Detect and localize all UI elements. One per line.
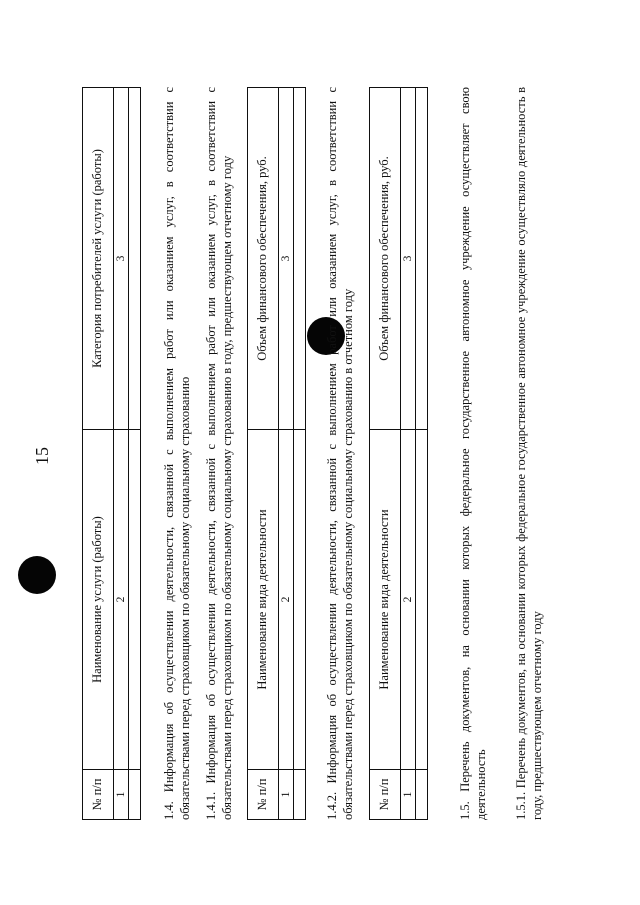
header-funding-volume: Объем финансового обеспечения, руб. bbox=[248, 88, 279, 430]
col-number-2: 2 bbox=[114, 430, 129, 770]
header-consumer-category: Категория потребителей услуги (работы) bbox=[83, 88, 114, 430]
section-1-4 bbox=[161, 87, 193, 820]
col-number-1: 1 bbox=[279, 770, 294, 820]
table-numbering-row bbox=[401, 88, 416, 820]
col-number-1: 1 bbox=[114, 770, 129, 820]
current-year-insurance-table bbox=[369, 87, 428, 820]
header-number: № п/п bbox=[83, 770, 114, 820]
section-1-4-text: 1.4. Информация об осуществлении деятельности, связанной с выполнением работ или оказанием услуг, в соответствии с обязательствами перед страховщиком по обязательному социальному страхованию bbox=[162, 87, 192, 820]
col-number-2: 2 bbox=[401, 430, 416, 770]
table-empty-row bbox=[129, 88, 141, 820]
table-header-row bbox=[248, 88, 279, 820]
services-table bbox=[82, 87, 141, 820]
section-1-4-2-text: 1.4.2. Информация об осуществлении деятельности, связанной с выполнением работ или оказанием услуг, в соответствии с обязательствами перед страховщиком по обязательному социальному страхованию в отчетном году bbox=[325, 87, 355, 820]
col-number-3: 3 bbox=[279, 88, 294, 430]
table-empty-row bbox=[294, 88, 306, 820]
table-header-row bbox=[83, 88, 114, 820]
col-number-1: 1 bbox=[401, 770, 416, 820]
col-number-3: 3 bbox=[114, 88, 129, 430]
table-empty-row bbox=[416, 88, 428, 820]
section-1-5 bbox=[457, 87, 489, 820]
header-service-name: Наименование услуги (работы) bbox=[83, 430, 114, 770]
section-1-5-1 bbox=[513, 87, 545, 820]
section-1-5-text: 1.5. Перечень документов, на основании которых федеральное государственное автономное учреждение осуществляет свою деятельность bbox=[458, 87, 488, 820]
table-header-row bbox=[370, 88, 401, 820]
section-1-4-2 bbox=[324, 87, 356, 820]
col-number-2: 2 bbox=[279, 430, 294, 770]
section-1-4-1 bbox=[203, 87, 235, 820]
header-activity-name: Наименование вида деятельности bbox=[248, 430, 279, 770]
header-funding-volume: Объем финансового обеспечения, руб. bbox=[370, 88, 401, 430]
header-activity-name: Наименование вида деятельности bbox=[370, 430, 401, 770]
table-numbering-row bbox=[114, 88, 129, 820]
page-number: 15 bbox=[32, 447, 52, 465]
header-number: № п/п bbox=[248, 770, 279, 820]
table-numbering-row bbox=[279, 88, 294, 820]
section-1-5-1-text: 1.5.1. Перечень документов, на основании которых федеральное государственное автономное учреждение осуществляло деятельность в году, предшествующем отчетному году bbox=[514, 87, 544, 820]
header-number: № п/п bbox=[370, 770, 401, 820]
prior-year-insurance-table bbox=[247, 87, 306, 820]
section-1-4-1-text: 1.4.1. Информация об осуществлении деятельности, связанной с выполнением работ или оказанием услуг, в соответствии с обязательствами перед страховщиком по обязательному социальному страхованию в году, предшествующем отчетному году bbox=[204, 87, 234, 820]
col-number-3: 3 bbox=[401, 88, 416, 430]
